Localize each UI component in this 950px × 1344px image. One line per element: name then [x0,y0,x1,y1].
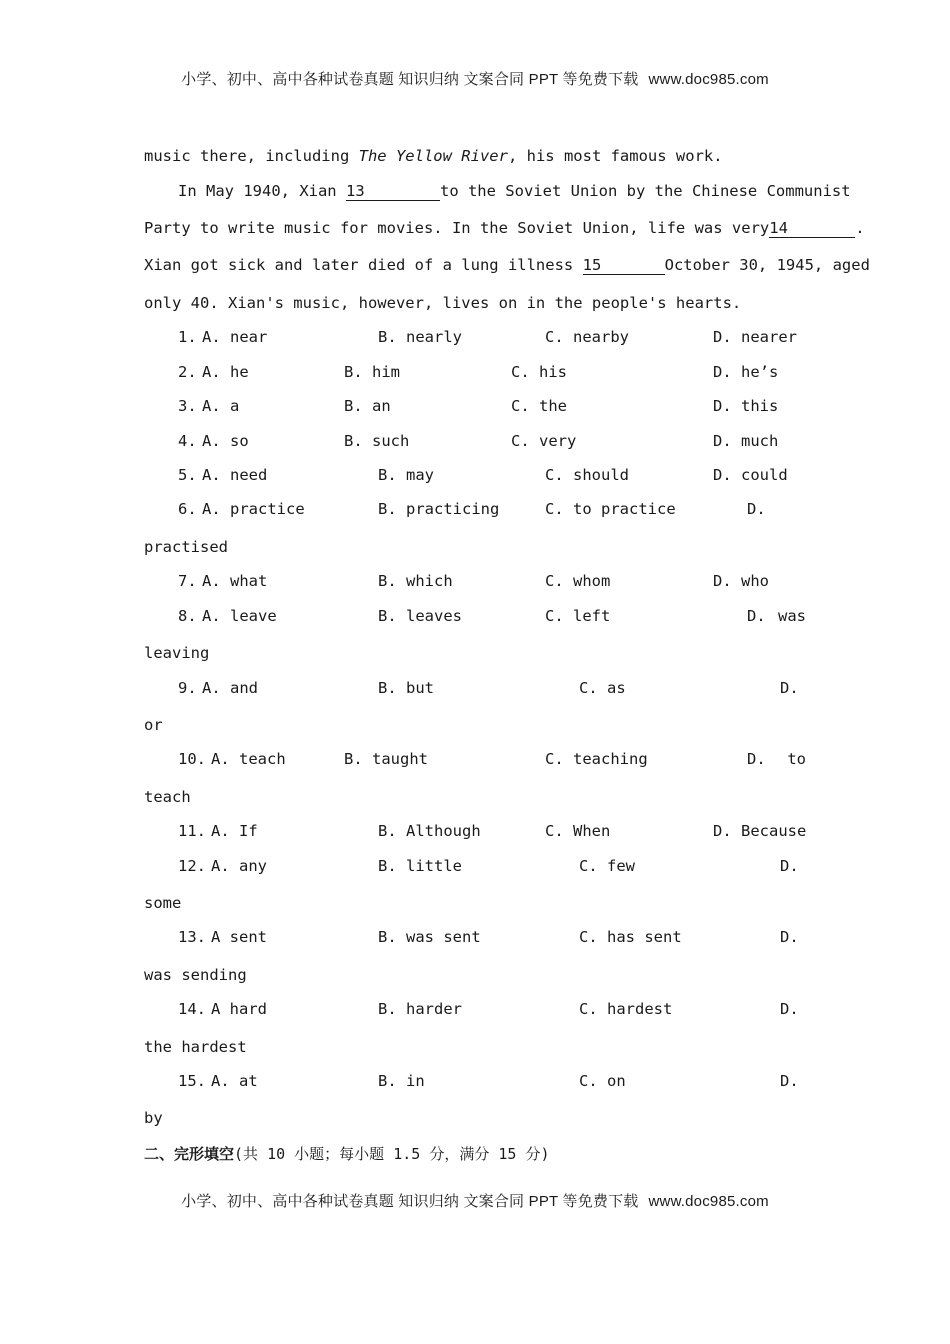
question-row [0,857,950,879]
option-c: C. whom [545,572,611,590]
option-a: A. at [211,1072,258,1090]
option-d-wrap: some [144,894,182,912]
question-row [0,679,950,701]
question-number: 1. [178,328,197,346]
footer-banner [0,1190,950,1211]
option-a: A. and [202,679,258,697]
question-number: 10. [178,750,206,768]
header-banner-text: 小学、初中、高中各种试卷真题 知识归纳 文案合同 PPT 等免费下载 [181,71,639,88]
option-d: D. [780,928,799,946]
option-c: C. on [579,1072,626,1090]
question-row [0,363,950,385]
question-number: 9. [178,679,197,697]
option-a: A sent [211,928,267,946]
question-number: 13. [178,928,206,946]
option-d: D. [780,857,799,875]
option-d: D. [747,500,766,518]
option-a: A. If [211,822,258,840]
option-c: C. should [545,466,629,484]
option-a: A. leave [202,607,277,625]
question-row [0,1000,950,1022]
option-a: A. practice [202,500,305,518]
option-d: D. who [713,572,769,590]
option-d-wrap: teach [144,788,191,806]
header-banner-url[interactable]: www.doc985.com [648,71,769,88]
option-b: B. was sent [378,928,481,946]
option-a: A. need [202,466,268,484]
question-row [0,397,950,419]
option-b: B. nearly [378,328,462,346]
option-c: C. has sent [579,928,682,946]
option-d: D. could [713,466,788,484]
blank-14: 14 [769,220,855,238]
question-row [0,928,950,950]
section-title: 二、完形填空(共 10 小题；每小题 1.5 分，满分 15 分) [144,1145,550,1163]
option-b: B. such [344,432,410,450]
option-b: B. may [378,466,434,484]
question-number: 5. [178,466,197,484]
passage-line-5: only 40. Xian's music, however, lives on in the people's hearts. [144,294,742,312]
option-a: A. a [202,397,240,415]
option-d-wrap: the hardest [144,1038,247,1056]
question-number: 12. [178,857,206,875]
option-b: B. harder [378,1000,462,1018]
option-c: C. When [545,822,611,840]
option-b: B. him [344,363,400,381]
option-d: D. to [747,750,806,768]
footer-banner-text: 小学、初中、高中各种试卷真题 知识归纳 文案合同 PPT 等免费下载 [181,1193,639,1210]
option-b: B. leaves [378,607,462,625]
blank-15: 15 [583,257,665,275]
question-number: 7. [178,572,197,590]
question-number: 11. [178,822,206,840]
option-b: B. an [344,397,391,415]
passage-line-4: Xian got sick and later died of a lung illness 15 October 30, 1945, aged [144,256,870,274]
option-d: D. this [713,397,779,415]
option-d-wrap: by [144,1109,163,1127]
option-c: C. his [511,363,567,381]
question-number: 15. [178,1072,206,1090]
option-d: D. nearer [713,328,797,346]
blank-13: 13 [346,183,440,201]
question-row [0,572,950,594]
option-c: C. left [545,607,611,625]
option-b: B. which [378,572,453,590]
option-a: A hard [211,1000,267,1018]
header-banner [0,68,950,89]
option-c: C. the [511,397,567,415]
option-d: D. [780,1072,799,1090]
passage-line-3: Party to write music for movies. In the Soviet Union, life was very14 . [144,219,865,237]
option-c: C. to practice [545,500,676,518]
question-row [0,607,950,629]
option-d: D. much [713,432,779,450]
option-c: C. hardest [579,1000,673,1018]
option-c: C. very [511,432,577,450]
question-row [0,1072,950,1094]
question-number: 8. [178,607,197,625]
question-row [0,822,950,844]
option-a: A. so [202,432,249,450]
passage-line-1: music there, including The Yellow River, his most famous work. [144,147,723,165]
option-b: B. Although [378,822,481,840]
option-c: C. as [579,679,626,697]
footer-banner-url[interactable]: www.doc985.com [648,1193,769,1210]
option-b: B. in [378,1072,425,1090]
option-a: A. any [211,857,267,875]
option-a: A. he [202,363,249,381]
option-a: A. teach [211,750,286,768]
question-row [0,750,950,772]
passage-line-2: In May 1940, Xian 13 to the Soviet Union by the Chinese Communist [178,182,851,200]
question-number: 2. [178,363,197,381]
question-row [0,466,950,488]
option-d-wrap: leaving [144,644,210,662]
question-number: 14. [178,1000,206,1018]
option-d: D. [780,1000,799,1018]
option-d: D. Because [713,822,807,840]
option-b: B. practicing [378,500,500,518]
option-d: D. was [747,607,806,625]
option-c: C. teaching [545,750,648,768]
question-row [0,328,950,350]
option-d-wrap: was sending [144,966,247,984]
question-number: 4. [178,432,197,450]
option-a: A. what [202,572,268,590]
option-b: B. but [378,679,434,697]
option-d-wrap: practised [144,538,228,556]
question-number: 6. [178,500,197,518]
question-number: 3. [178,397,197,415]
option-b: B. little [378,857,462,875]
option-c: C. nearby [545,328,629,346]
option-d: D. [780,679,799,697]
question-row [0,432,950,454]
option-a: A. near [202,328,268,346]
option-c: C. few [579,857,635,875]
option-d: D. he’s [713,363,779,381]
song-title: The Yellow River [358,147,508,165]
question-row [0,500,950,522]
option-b: B. taught [344,750,428,768]
option-d-wrap: or [144,716,163,734]
